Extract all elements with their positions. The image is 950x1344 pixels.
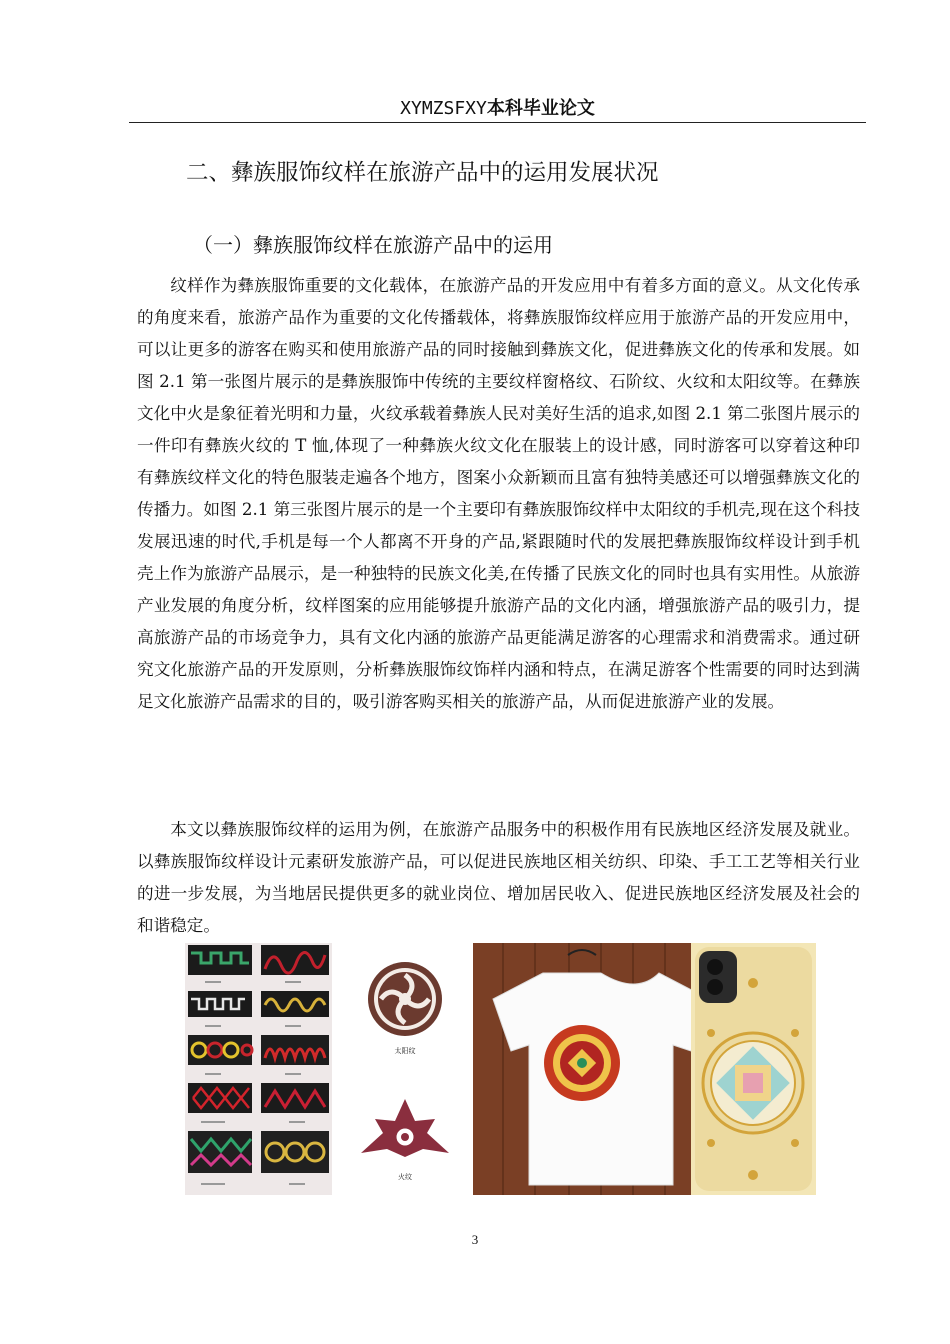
sun-fire-motifs-image: [339, 943, 472, 1195]
figure-2-1: [185, 943, 816, 1195]
subsection-heading: （一）彝族服饰纹样在旅游产品中的运用: [193, 233, 553, 257]
header-latin: XYMZSFXY: [400, 98, 487, 119]
tshirt-image: [473, 943, 691, 1195]
header-chinese: 本科毕业论文: [486, 98, 595, 119]
pattern-swatches-image: [185, 943, 332, 1195]
phone-case-image: [691, 943, 816, 1195]
paragraph-1: 纹样作为彝族服饰重要的文化载体，在旅游产品的开发应用中有着多方面的意义。从文化传承的角度来看，旅游产品作为重要的文化传播载体，将彝族服饰纹样应用于旅游产品的开发应用中，可以让更多的游客在购买和使用旅游产品的同时接触到彝族文化，促进彝族文化的传承和发展。如图 2.1 第一张图片展示的是彝族服饰中传统的主要纹样窗格纹、石阶纹、火纹和太阳纹等。在彝族文化中火是象征着光明和力量，火纹承载着彝族人民对美好生活的追求,如图 2.1 第二张图片展示的一件印有彝族火纹的 T 恤,体现了一种彝族火纹文化在服装上的设计感，同时游客可以穿着这种印有彝族纹样文化的特色服装走遍各个地方，图案小众新颖而且富有独特美感还可以增强彝族文化的传播力。如图 2.1 第三张图片展示的是一个主要印有彝族服饰纹样中太阳纹的手机壳,现在这个科技发展迅速的时代,手机是每一个人都离不开身的产品,紧跟随时代的发展把彝族服饰纹样设计到手机壳上作为旅游产品展示，是一种独特的民族文化美,在传播了民族文化的同时也具有实用性。从旅游产业发展的角度分析，纹样图案的应用能够提升旅游产品的文化内涵，增强旅游产品的吸引力，提高旅游产品的市场竞争力，具有文化内涵的旅游产品更能满足游客的心理需求和消费需求。通过研究文化旅游产品的开发原则，分析彝族服饰纹饰样内涵和特点，在满足游客个性需要的同时达到满足文化旅游产品需求的目的，吸引游客购买相关的旅游产品，从而促进旅游产业的发展。: [137, 276, 860, 711]
sun-motif-label: 太阳纹: [394, 1047, 416, 1055]
page-header: [129, 95, 866, 123]
fire-motif-label: 火纹: [398, 1173, 412, 1181]
page-number: 3: [471, 1232, 479, 1247]
paragraph-2: 本文以彝族服饰纹样的运用为例，在旅游产品服务中的积极作用有民族地区经济发展及就业。以彝族服饰纹样设计元素研发旅游产品，可以促进民族地区相关纺织、印染、手工工艺等相关行业的进一步发展，为当地居民提供更多的就业岗位、增加居民收入、促进民族地区经济发展及社会的和谐稳定。: [137, 820, 860, 935]
section-heading: 二、彝族服饰纹样在旅游产品中的运用发展状况: [186, 160, 659, 186]
